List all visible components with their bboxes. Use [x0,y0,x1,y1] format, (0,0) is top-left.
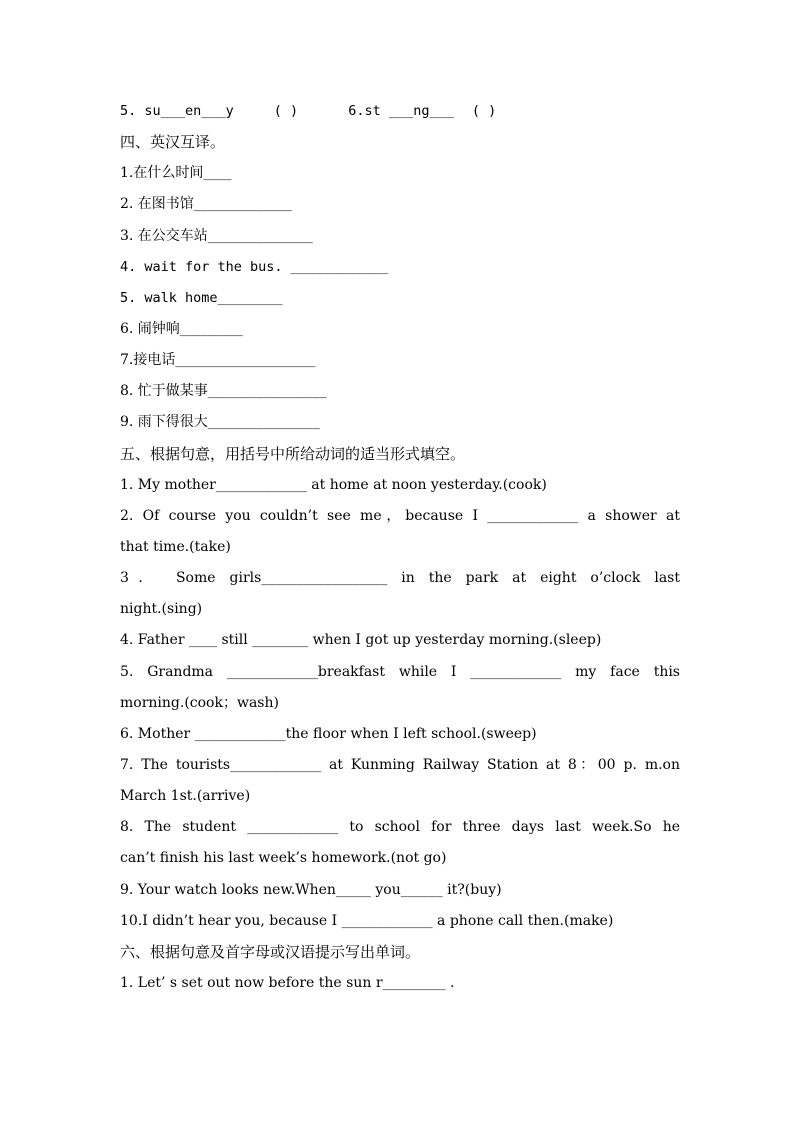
translation-item-2: 2. 在图书馆______________ [120,196,292,213]
verb-item-4: 4. Father ____ still ________ when I got up yesterday morning.(sleep) [120,632,602,649]
verb-item-8: 8. The student _____________ to school for three days last week.So he [120,819,680,836]
verb-item-10: 10.I didn’t hear you, because I _____________ a phone call then.(make) [120,912,614,929]
translation-item-9: 9. 雨下得很大________________ [120,414,320,431]
verb-item-5-cont: morning.(cook；wash) [120,694,279,711]
verb-item-3: 3． Some girls__________________ in the park at eight o’clock last [120,570,680,587]
verb-item-8-cont: can’t finish his last week’s homework.(not go) [120,850,447,867]
answer-bracket-6: ( ) [471,103,497,119]
translation-item-6: 6. 闹钟响_________ [120,320,243,337]
spelling-item-5-6 [120,96,680,127]
verb-item-2: 2. Of course you couldn’t see me，because I _____________ a shower at [120,507,680,524]
translation-item-3: 3. 在公交车站_______________ [120,227,313,244]
verb-item-7: 7. The tourists_____________ at Kunming Railway Station at 8：00 p. m.on [120,756,680,773]
verb-item-7-cont: March 1st.(arrive) [120,788,251,805]
word-item-1: 1. Let’ s set out now before the sun r_________ . [120,974,455,991]
spelling-item-5: 5. su___en___y [120,103,234,119]
translation-item-5: 5. walk home________ [120,289,283,306]
verb-item-2-cont: that time.(take) [120,538,231,555]
translation-item-4: 4. wait for the bus. ____________ [120,258,389,275]
spelling-item-6: 6.st ___ng___ [348,103,454,119]
translation-item-7: 7.接电话____________________ [120,352,316,369]
answer-bracket-5: ( ) [273,103,299,119]
translation-item-1: 1.在什么时间____ [120,165,232,182]
section-5-heading: 五、根据句意，用括号中所给动词的适当形式填空。 [120,444,466,463]
verb-item-5: 5. Grandma _____________breakfast while I _____________ my face this [120,663,680,680]
verb-item-6: 6. Mother _____________the floor when I left school.(sweep) [120,725,537,742]
section-6-heading: 六、根据句意及首字母或汉语提示写出单词。 [120,942,421,961]
verb-item-9: 9. Your watch looks new.When_____ you______ it?(buy) [120,881,502,898]
worksheet-page [120,96,680,999]
verb-item-3-cont: night.(sing) [120,601,203,618]
verb-item-1: 1. My mother_____________ at home at noon yesterday.(cook) [120,476,547,493]
translation-item-8: 8. 忙于做某事_________________ [120,383,327,400]
section-4-heading: 四、英汉互译。 [120,133,226,152]
